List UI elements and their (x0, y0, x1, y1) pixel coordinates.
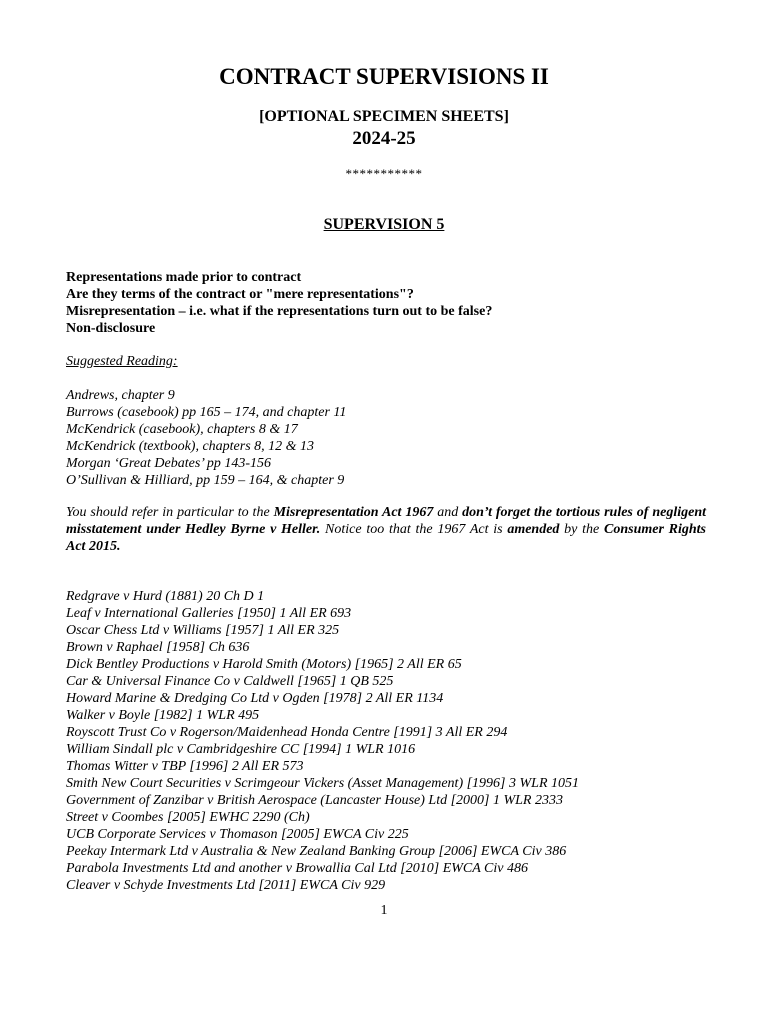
note-text: by the (559, 522, 604, 537)
note-emphasis: Misrepresentation Act 1967 (273, 505, 434, 520)
case-item: Royscott Trust Co v Rogerson/Maidenhead Honda Centre [1991] 3 All ER 294 (66, 725, 508, 740)
topic-item: Are they terms of the contract or "mere representations"? (66, 287, 414, 302)
reading-item: O’Sullivan & Hilliard, pp 159 – 164, & chapter 9 (66, 473, 345, 488)
case-item: Oscar Chess Ltd v Williams [1957] 1 All ER 325 (66, 623, 340, 638)
note-text: Notice too that the 1967 Act is (320, 522, 508, 537)
case-item: Cleaver v Schyde Investments Ltd [2011] EWCA Civ 929 (66, 878, 386, 893)
reading-item: McKendrick (textbook), chapters 8, 12 & 13 (66, 439, 315, 454)
page-number: 1 (380, 903, 388, 918)
case-item: Parabola Investments Ltd and another v Browallia Cal Ltd [2010] EWCA Civ 486 (66, 861, 528, 876)
case-item: William Sindall plc v Cambridgeshire CC [1994] 1 WLR 1016 (66, 742, 416, 757)
case-item: Peekay Intermark Ltd v Australia & New Zealand Banking Group [2006] EWCA Civ 386 (66, 844, 567, 859)
case-item: Leaf v International Galleries [1950] 1 All ER 693 (66, 606, 352, 621)
supervision-heading: SUPERVISION 5 (323, 216, 445, 233)
note-emphasis: amended (507, 522, 560, 537)
case-item: Howard Marine & Dredging Co Ltd v Ogden [1978] 2 All ER 1134 (66, 691, 444, 706)
case-item: Street v Coombes [2005] EWHC 2290 (Ch) (66, 810, 310, 825)
case-item: Smith New Court Securities v Scrimgeour Vickers (Asset Management) [1996] 3 WLR 1051 (66, 776, 580, 791)
case-item: Car & Universal Finance Co v Caldwell [1965] 1 QB 525 (66, 674, 394, 689)
reading-item: Andrews, chapter 9 (66, 388, 175, 403)
note-emphasis: Consumer Rights Act 2015. (66, 522, 707, 554)
reading-item: Burrows (casebook) pp 165 – 174, and chapter 11 (66, 405, 347, 420)
case-item: Redgrave v Hurd (1881) 20 Ch D 1 (66, 589, 265, 604)
case-item: Dick Bentley Productions v Harold Smith (Motors) [1965] 2 All ER 65 (66, 657, 462, 672)
case-item: UCB Corporate Services v Thomason [2005] EWCA Civ 225 (66, 827, 409, 842)
case-item: Government of Zanzibar v British Aerospace (Lancaster House) Ltd [2000] 1 WLR 2333 (66, 793, 563, 808)
case-item: Brown v Raphael [1958] Ch 636 (66, 640, 250, 655)
case-list (66, 588, 706, 894)
reading-item: Morgan ‘Great Debates’ pp 143-156 (66, 456, 272, 471)
topic-item: Misrepresentation – i.e. what if the representations turn out to be false? (66, 304, 493, 319)
document-title: CONTRACT SUPERVISIONS II (219, 64, 549, 89)
topic-item: Representations made prior to contract (66, 270, 302, 285)
note-emphasis: don’t forget the tortious rules of negligent misstatement under Hedley Byrne v Heller. (66, 505, 707, 537)
case-item: Thomas Witter v TBP [1996] 2 All ER 573 (66, 759, 304, 774)
document-subtitle: [OPTIONAL SPECIMEN SHEETS] (259, 108, 509, 125)
reading-note (66, 504, 706, 555)
topic-item: Non-disclosure (66, 321, 156, 336)
separator: *********** (345, 166, 423, 181)
note-text: and (433, 505, 463, 520)
case-item: Walker v Boyle [1982] 1 WLR 495 (66, 708, 260, 723)
reading-list (66, 387, 706, 489)
reading-item: McKendrick (casebook), chapters 8 & 17 (66, 422, 298, 437)
topics-list (66, 269, 706, 337)
suggested-reading-label: Suggested Reading: (66, 354, 178, 369)
note-text: You should refer in particular to the (66, 505, 274, 520)
academic-year: 2024-25 (352, 128, 416, 149)
